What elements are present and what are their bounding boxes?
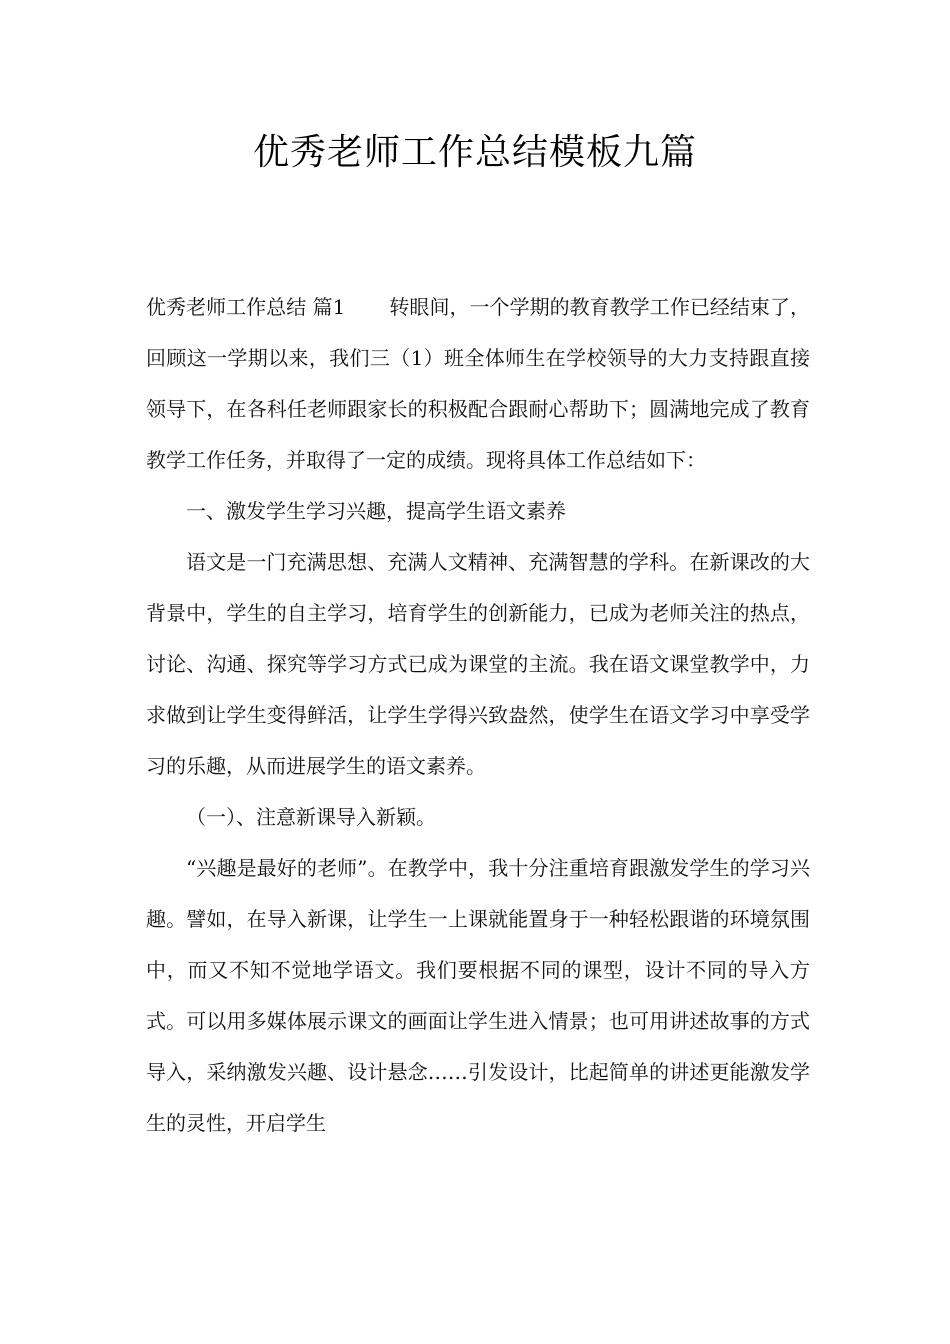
document-title: 优秀老师工作总结模板九篇 [252,132,697,173]
paragraph-body-2: “兴趣是最好的老师”。在教学中，我十分注重培育跟激发学生的学习兴趣。譬如，在导入新课，让学生一上课就能置身于一种轻松跟谐的环境氛围中，而又不知不觉地学语文。我们要根据不同的课型，设计不同的导入方式。可以用多媒体展示课文的画面让学生进入情景；也可用讲述故事的方式导入，采纳激发兴趣、设计悬念……引发设计，比起简单的讲述更能激发学生的灵性，开启学生 [146,856,810,1135]
section-heading: 优秀老师工作总结 篇1 [146,295,346,319]
paragraph-text: 转眼间，一个学期的教育教学工作已经结束了，回顾这一学期以来，我们三（1）班全体师生在学校领导的大力支持跟直接领导下，在各科任老师跟家长的积极配合跟耐心帮助下；圆满地完成了教育教学工作任务，并取得了一定的成绩。现将具体工作总结如下： [146,295,810,472]
paragraph-body-1: 语文是一门充满思想、充满人文精神、充满智慧的学科。在新课改的大背景中，学生的自主学习，培育学生的创新能力，已成为老师关注的热点，讨论、沟通、探究等学习方式已成为课堂的主流。我在语文课堂教学中，力求做到让学生变得鲜活，让学生学得兴致盎然，使学生在语文学习中享受学习的乐趣，从而进展学生的语文素养。 [146,550,810,778]
paragraph-heading-1: 一、激发学生学习兴趣，提高学生语文素养 [186,499,566,523]
paragraph-subheading-1: （一）、注意新课导入新颖。 [186,805,436,829]
document-body [146,282,810,1149]
paragraph-intro [146,282,810,486]
